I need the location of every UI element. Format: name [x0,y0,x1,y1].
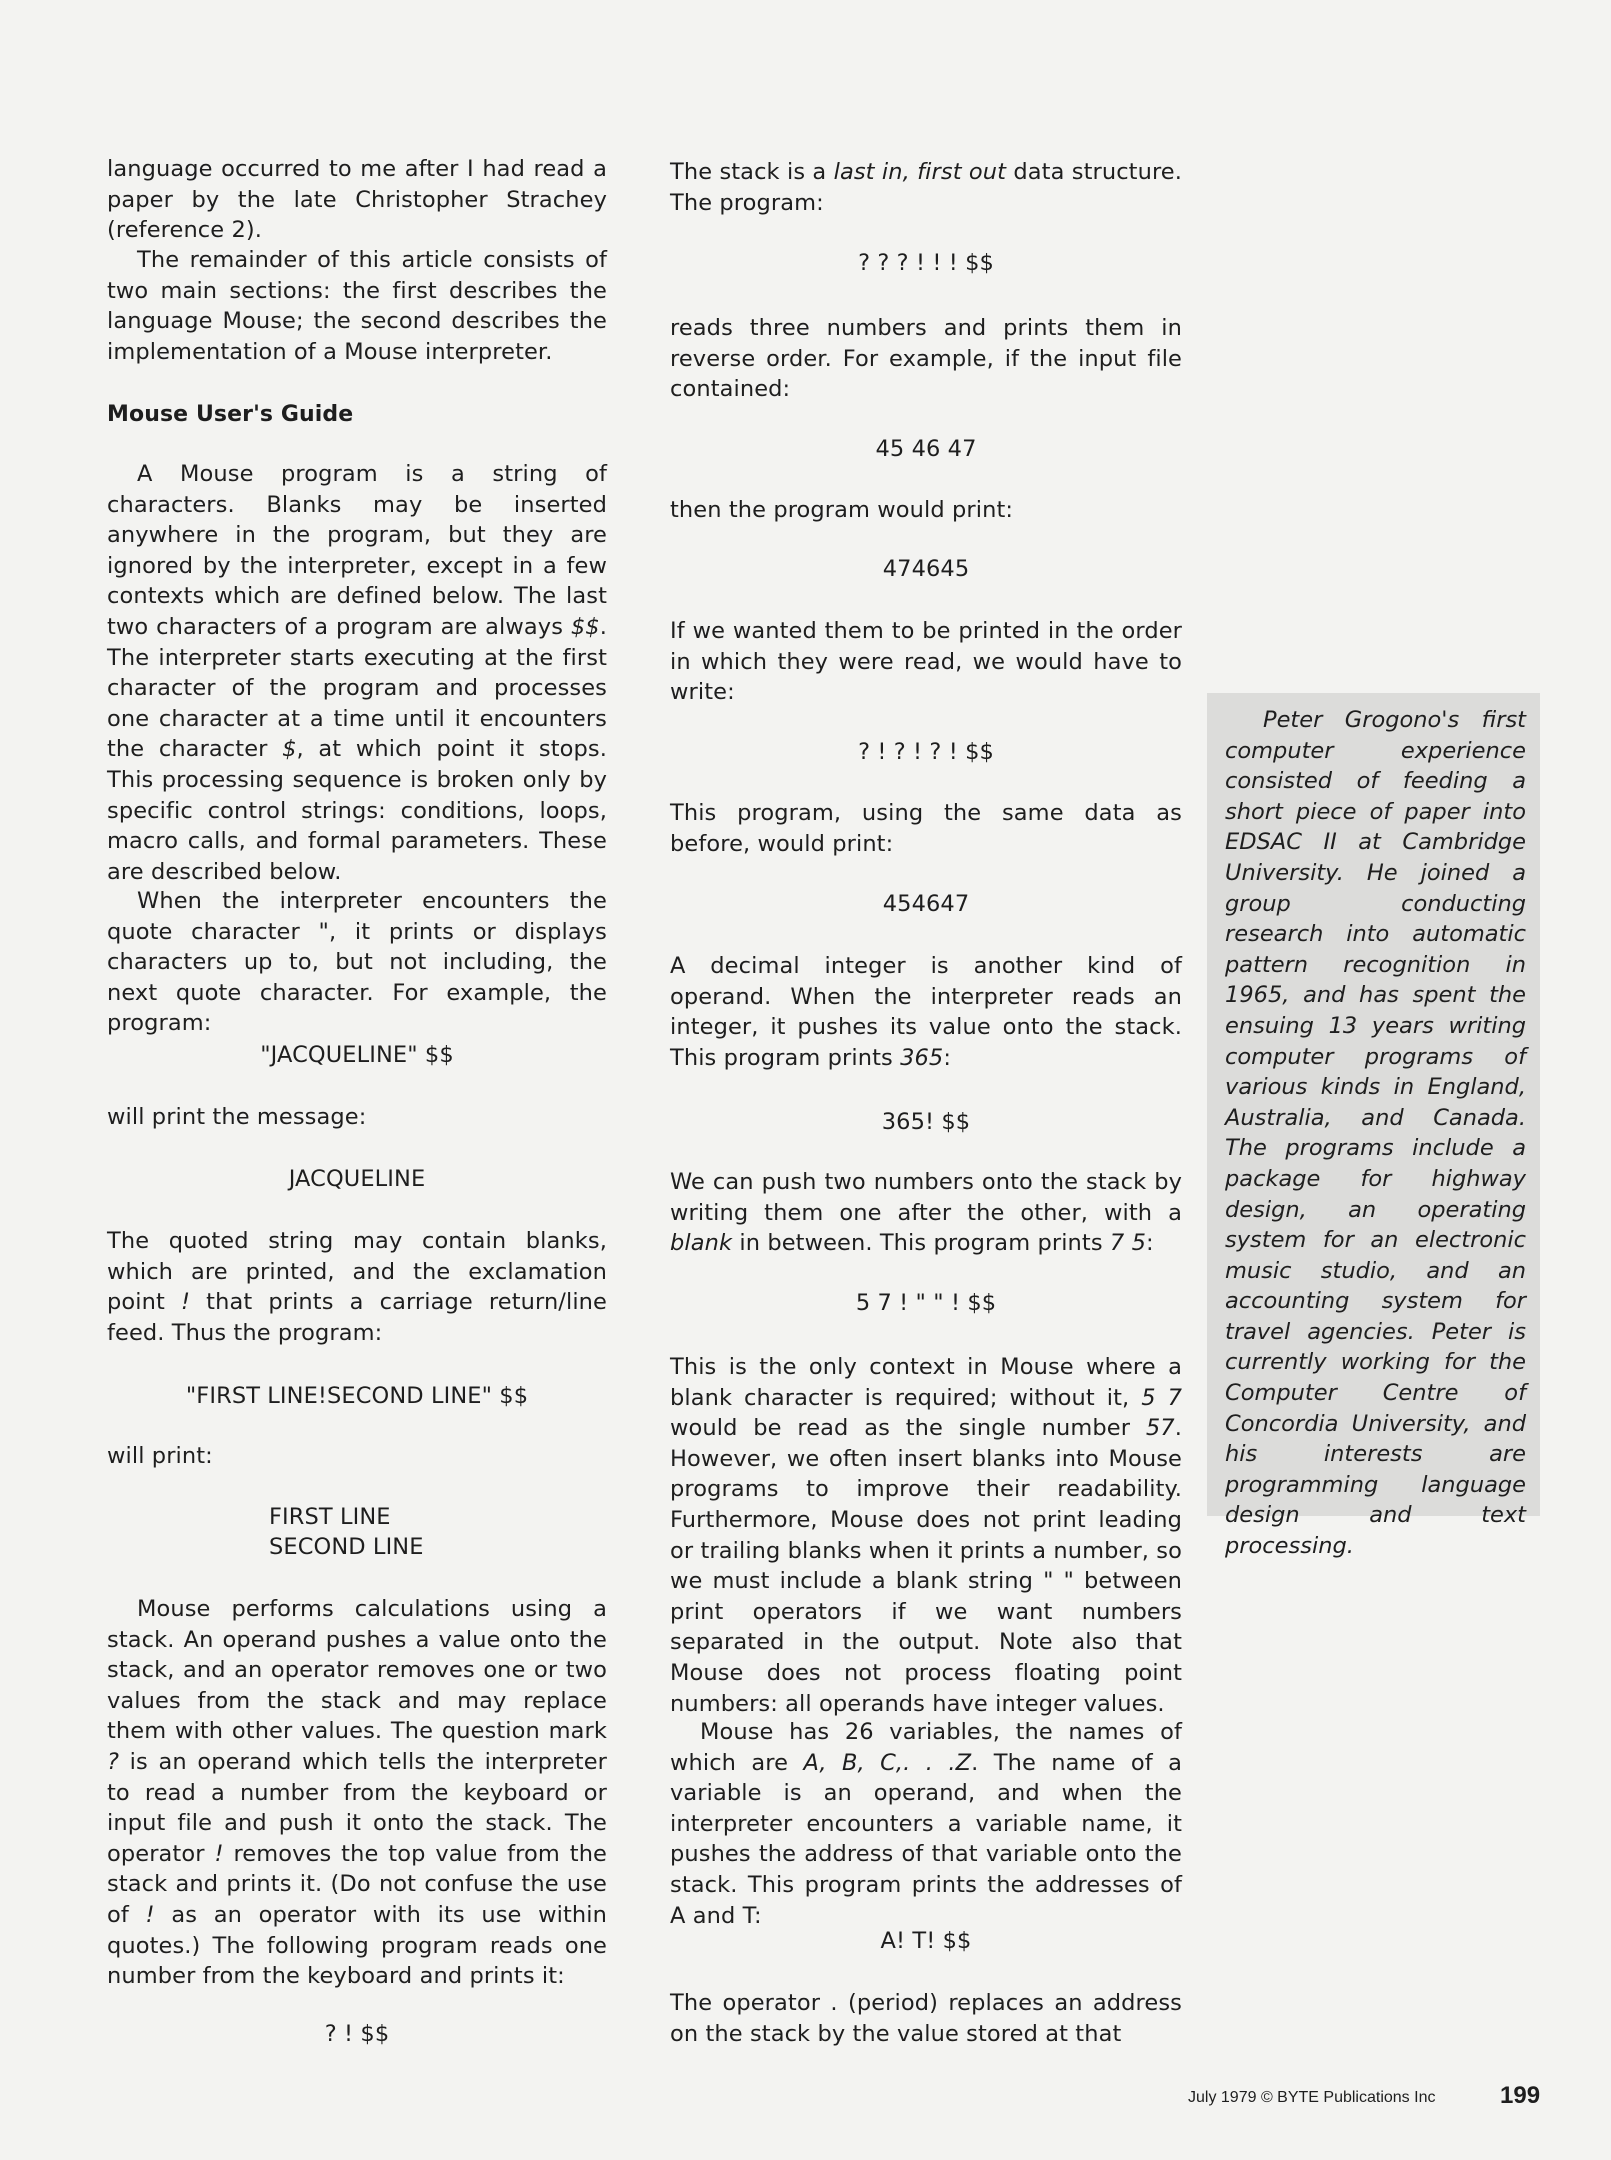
text-segment: ? ! $$ [324,2021,390,2047]
italic-text: ! [145,1901,155,1928]
footer-credit: July 1979 © BYTE Publications Inc [1188,2089,1436,2106]
code-example [670,1288,1182,1319]
paragraph [107,1102,607,1133]
italic-text: 5 7 [1141,1384,1182,1411]
code-example [107,1381,607,1412]
text-segment: FIRST LINE [269,1504,391,1530]
text-segment: We can push two numbers onto the stack by writing them one after the other, with a [670,1169,1182,1226]
text-segment: ? ! ? ! ? ! $$ [858,739,994,765]
italic-text: 365 [900,1044,944,1071]
text-segment: "JACQUELINE" $$ [260,1042,454,1068]
text-segment: "FIRST LINE!SECOND LINE" $$ [185,1383,529,1409]
text-segment: When the interpreter encounters the quote character [107,888,607,945]
paragraph [670,1352,1182,1719]
paragraph [670,616,1182,708]
text-segment: 365! $$ [881,1109,971,1135]
paragraph [670,1167,1182,1259]
paragraph [670,495,1182,526]
text-segment: Mouse has 26 variables, the names of which are [670,1719,1182,1776]
section-heading [107,400,607,431]
code-example [670,248,1182,279]
italic-text: last in, first out [833,159,1007,185]
text-segment: between print operators if we want numbers separated in the output. Note also that Mouse does not process floating point numbers: all operands have integer values. [670,1568,1182,1717]
italic-text: ! [214,1840,224,1867]
code-output [269,1502,391,1533]
text-segment: ? ? ? ! ! ! $$ [858,250,994,276]
text-segment: The quoted string may contain blanks, which are printed, and the exclamation point [107,1228,607,1316]
page-number: 199 [1500,2082,1541,2109]
text-segment: 45 46 47 [875,436,977,462]
code-example [670,1107,1182,1138]
text-segment: A Mouse program is a string of characters. Blanks may be inserted anywhere in the program, but they are ignored by the interpreter, except in a few contexts which are defined below. The last two characters of a program are always [107,461,607,640]
text-segment: Mouse performs calculations using a stack. An operand pushes a value onto the stack, and an operator removes one or two values from the stack and may replace them with other values. The question mark [107,1596,607,1745]
text-segment: . However, we often insert blanks into Mouse programs to improve their readability. Furthermore, Mouse does not print leading or trailing blanks when it prints a number, so we must include a blank string [670,1415,1182,1595]
paragraph [670,951,1182,1073]
paragraph [107,1226,607,1348]
italic-text: ? [107,1748,120,1775]
text-segment: Mouse User's Guide [107,402,354,427]
code-output [670,554,1182,585]
paragraph [107,1441,607,1472]
text-segment: A decimal integer is another kind of operand. When the interpreter reads an integer, it pushes its value onto the stack. This program prints [670,953,1182,1071]
text-segment: in between. This program prints [732,1230,1110,1257]
code-example [107,1040,607,1071]
text-segment: that prints a carriage return/line feed. Thus the program: [107,1289,607,1346]
paragraph [107,154,607,246]
code-output [107,1164,607,1195]
italic-text: $$ [570,613,600,640]
text-segment: : [943,1044,952,1071]
text-segment: 5 7 ! " " ! $$ [855,1290,997,1316]
text-segment: will print: [107,1443,213,1469]
text-segment: . The name of a variable is an operand, and when the interpreter encounters a variable name, it pushes the address of that variable onto the stack. This program prints the addresses of A and T: [670,1749,1182,1929]
paragraph [107,245,607,367]
text-segment: , it prints or displays characters up to, but not including, the next quote character. For example, the program: [107,918,607,1037]
paragraph [670,1717,1182,1931]
code-output [269,1532,424,1563]
italic-text: 57 [1145,1415,1175,1442]
text-segment: If we wanted them to be printed in the order in which they were read, we would have to write: [670,618,1182,706]
italic-text: A, B, C,. . .Z [803,1749,972,1776]
text-segment: This is the only context in Mouse where a blank character is required; without it, [670,1354,1182,1411]
author-bio-sidebar [1207,693,1540,1560]
text-segment: as an operator with its use within quotes.) The following program reads one number from the keyboard and prints it: [107,1901,607,1990]
code-example [670,1926,1182,1957]
text-segment: will print the message: [107,1104,367,1130]
italic-text: ! [180,1289,191,1316]
text-segment: A! T! $$ [880,1928,972,1954]
text-segment: The operator . (period) replaces an address on the stack by the value stored at that [670,1990,1182,2047]
italic-text: " " [1043,1568,1074,1595]
text-segment: data structure. The program: [670,159,1183,216]
paragraph [107,459,607,887]
paragraph [107,886,607,1039]
text-segment: would be read as the single number [670,1415,1146,1442]
text-segment: , at which point it stops. This processing sequence is broken only by specific control strings: conditions, loops, macro calls, and formal parameters. These are described below. [107,736,607,885]
code-input [670,434,1182,465]
text-segment: is an operand which tells the interpreter to read a number from the keyboard or input file and push it onto the stack. The operator [107,1748,607,1867]
text-segment: then the program would print: [670,497,1014,523]
italic-text: blank [670,1230,733,1257]
text-segment: 454647 [882,891,970,917]
paragraph [670,1988,1182,2049]
paragraph [670,313,1182,405]
author-bio: Peter Grogono's first computer experience consisted of feeding a short piece of paper into EDSAC II at Cambridge University. He joined a group conducting research into automatic pattern recognition in 1965, and has spent the ensuing 13 years writing computer programs of various kinds in England, Australia, and Canada. The programs include a package for highway design, an operating system for an electronic music studio, and an accounting system for travel agencies. Peter is currently working for the Computer Centre of Concordia University, and his interests are programming language design and text processing. [1225,707,1526,1560]
text-segment: SECOND LINE [269,1534,424,1560]
italic-text: $ [282,736,297,763]
text-segment: The remainder of this article consists of two main sections: the first describes the language Mouse; the second describes the implementation of a Mouse interpreter. [107,247,607,365]
text-segment: The stack is a [670,159,834,185]
text-segment: JACQUELINE [288,1166,426,1192]
text-segment: . The interpreter starts executing at the first character of the program and processes one character at a time until it encounters the character [107,613,607,763]
code-output [670,889,1182,920]
code-example [107,2019,607,2050]
italic-text: 7 5 [1109,1230,1146,1257]
paragraph [670,798,1182,859]
italic-text: " [318,918,329,945]
paragraph [107,1594,607,1992]
text-segment: reads three numbers and prints them in reverse order. For example, if the input file contained: [670,315,1182,403]
text-segment: : [1146,1230,1154,1257]
text-segment: This program, using the same data as before, would print: [670,800,1182,857]
text-segment: language occurred to me after I had read a paper by the late Christopher Strachey (reference 2). [107,156,607,244]
text-segment: removes the top value from the stack and prints it. (Do not confuse the use of [107,1840,608,1928]
paragraph [670,157,1182,218]
text-segment: 474645 [882,556,970,582]
code-example [670,737,1182,768]
